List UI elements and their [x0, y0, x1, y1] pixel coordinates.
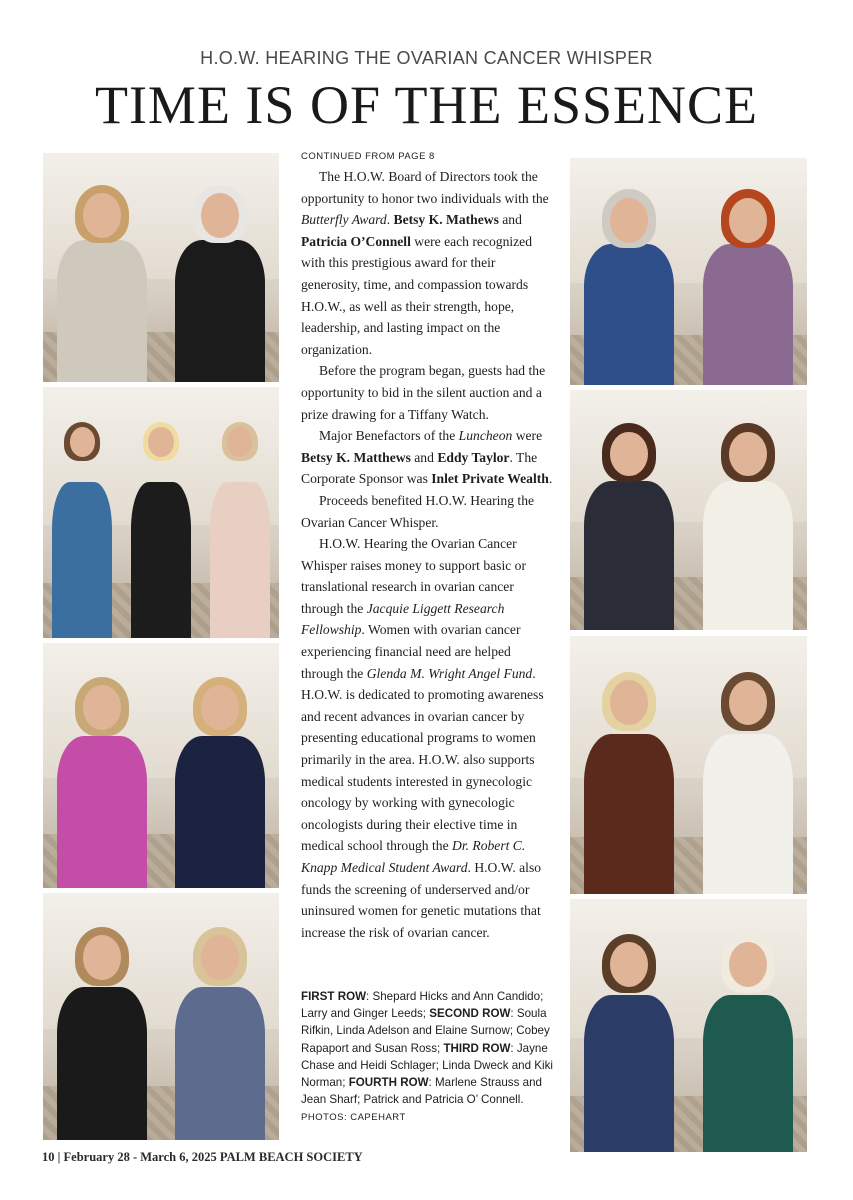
person-face	[201, 935, 239, 980]
person-outfit	[703, 995, 793, 1152]
text-run: .	[386, 212, 394, 228]
person-outfit	[175, 240, 265, 382]
person-face	[729, 942, 767, 987]
person-face	[148, 427, 173, 457]
person-outfit	[703, 244, 793, 385]
text-run: . H.O.W. also funds the screening of underserved and/or uninsured women for genetic mutations that increase the risk of ovarian cancer.	[301, 860, 542, 940]
text-run: . H.O.W. is dedicated to promoting awareness and recent advances in ovarian cancer by presenting educational programs to women primarily in the area. H.O.W. also supports medical students interested in gynecologic oncology by working with gynecologic oncologists during their elective time in medical school through the	[301, 665, 544, 854]
italic-run: Jacquie Liggett Research Fellowship	[301, 600, 505, 638]
page-folio	[42, 1150, 363, 1165]
photo-right-row4	[570, 899, 807, 1152]
photo-person	[202, 417, 277, 638]
continued-line: CONTINUED FROM PAGE 8	[301, 151, 435, 162]
person-outfit	[703, 481, 793, 630]
person-face	[729, 432, 767, 477]
photo-person	[46, 923, 158, 1140]
person-face	[70, 427, 95, 457]
person-outfit	[210, 482, 270, 638]
photo-person	[164, 180, 276, 382]
person-outfit	[584, 481, 674, 630]
text-run: .	[548, 471, 553, 487]
italic-run: Butterfly Award	[301, 212, 387, 228]
photo-person	[45, 417, 120, 638]
caption-row1-label: FIRST ROW	[301, 990, 367, 1003]
article-paragraph-4	[301, 490, 553, 533]
photo-person	[691, 929, 804, 1152]
photo-left-row3	[43, 643, 279, 888]
person-face	[729, 680, 767, 725]
bold-run: Inlet Private Wealth	[431, 471, 549, 487]
person-outfit	[584, 244, 674, 385]
person-outfit	[131, 482, 191, 638]
person-outfit	[57, 987, 147, 1140]
text-run: Major Benefactors of the	[319, 428, 459, 444]
person-face	[610, 198, 648, 243]
photo-left-row1	[43, 153, 279, 382]
italic-run: Luncheon	[458, 428, 513, 444]
photo-caption	[301, 988, 553, 1127]
caption-row3-text: : Jayne Chase and Heidi Schlager; Linda Dweck and Kiki Norman;	[301, 1041, 553, 1090]
bold-run: Betsy K. Matthews	[301, 449, 411, 465]
text-run: and	[498, 212, 522, 228]
italic-run: Dr. Robert C. Knapp Medical Student Award	[301, 838, 526, 875]
text-run: were	[512, 428, 543, 444]
caption-row4-text: : Marlene Strauss and Jean Sharf; Patrick and Patricia O’ Connell.	[301, 1076, 542, 1107]
person-face	[610, 680, 648, 725]
text-run: . Women with ovarian cancer experiencing financial need are helped through the	[301, 622, 521, 681]
photo-person	[46, 180, 158, 382]
person-outfit	[584, 734, 674, 894]
text-run: The H.O.W. Board of Directors took the opportunity to honor two individuals with the	[301, 169, 549, 206]
person-outfit	[584, 995, 674, 1152]
bold-run: Eddy Taylor	[437, 449, 510, 465]
photo-right-row3	[570, 636, 807, 894]
text-run: Proceeds benefited H.O.W. Hearing the Ovarian Cancer Whisper.	[301, 492, 535, 530]
article-paragraph-1	[301, 166, 553, 360]
photo-person	[691, 185, 804, 385]
article-paragraph-5	[301, 533, 553, 943]
photo-person	[46, 672, 158, 888]
photo-person	[164, 923, 276, 1140]
bold-run: Betsy K. Mathews	[393, 212, 499, 228]
photo-person	[573, 185, 686, 385]
photo-person	[573, 929, 686, 1152]
caption-row3-label: THIRD ROW	[443, 1041, 511, 1055]
photo-person	[164, 672, 276, 888]
person-outfit	[57, 240, 147, 382]
person-face	[83, 193, 121, 238]
article-paragraph-2	[301, 360, 553, 425]
photo-person	[124, 417, 199, 638]
photo-credits: PHOTOS: CAPEHART	[301, 1112, 406, 1124]
person-face	[201, 193, 239, 238]
caption-row2-text: : Soula Rifkin, Linda Adelson and Elaine Surnow; Cobey Rapaport and Susan Ross;	[301, 1007, 550, 1055]
article-body	[301, 150, 553, 943]
person-face	[201, 685, 239, 730]
italic-run: Glenda M. Wright Angel Fund	[366, 665, 533, 681]
photo-person	[691, 667, 804, 894]
text-run: Before the program began, guests had the opportunity to bid in the silent auction and a prize drawing for a Tiffany Watch.	[301, 363, 546, 422]
caption-row1-text: : Shepard Hicks and Ann Candido; Larry and Ginger Leeds;	[301, 990, 544, 1021]
headline: TIME IS OF THE ESSENCE	[94, 75, 759, 135]
person-outfit	[175, 987, 265, 1140]
photo-right-row1	[570, 158, 807, 385]
article-paragraph-3	[301, 425, 553, 490]
photo-person	[573, 667, 686, 894]
text-run: and	[410, 449, 438, 465]
caption-row2-label: SECOND ROW	[429, 1007, 511, 1021]
person-outfit	[175, 736, 265, 888]
publication-name: PALM BEACH SOCIETY	[219, 1150, 363, 1164]
photo-left-row2	[43, 387, 279, 638]
person-face	[83, 935, 121, 980]
person-face	[227, 427, 252, 457]
person-face	[83, 685, 121, 730]
issue-dates: February 28 - March 6, 2025	[63, 1150, 217, 1164]
text-run: were each recognized with this prestigious award for their generosity, time, and compassion towards H.O.W., as well as their strength, hope, leadership, and lasting impact on the organization.	[301, 233, 533, 357]
photo-person	[691, 419, 804, 630]
photo-person	[573, 419, 686, 630]
bold-run: Patricia O’Connell	[301, 233, 411, 249]
person-outfit	[703, 734, 793, 894]
folio-separator: |	[57, 1150, 61, 1164]
page-number: 10	[42, 1150, 55, 1164]
text-run: . The Corporate Sponsor was	[301, 449, 538, 487]
person-face	[729, 198, 767, 243]
text-run: H.O.W. Hearing the Ovarian Cancer Whisper raises money to support basic or translational research in ovarian cancer through the	[301, 536, 527, 616]
section-kicker: H.O.W. HEARING THE OVARIAN CANCER WHISPER	[200, 48, 653, 68]
person-outfit	[57, 736, 147, 888]
person-outfit	[52, 482, 112, 638]
photo-left-row4	[43, 893, 279, 1140]
photo-right-row2	[570, 390, 807, 630]
caption-row4-label: FOURTH ROW	[348, 1076, 429, 1090]
